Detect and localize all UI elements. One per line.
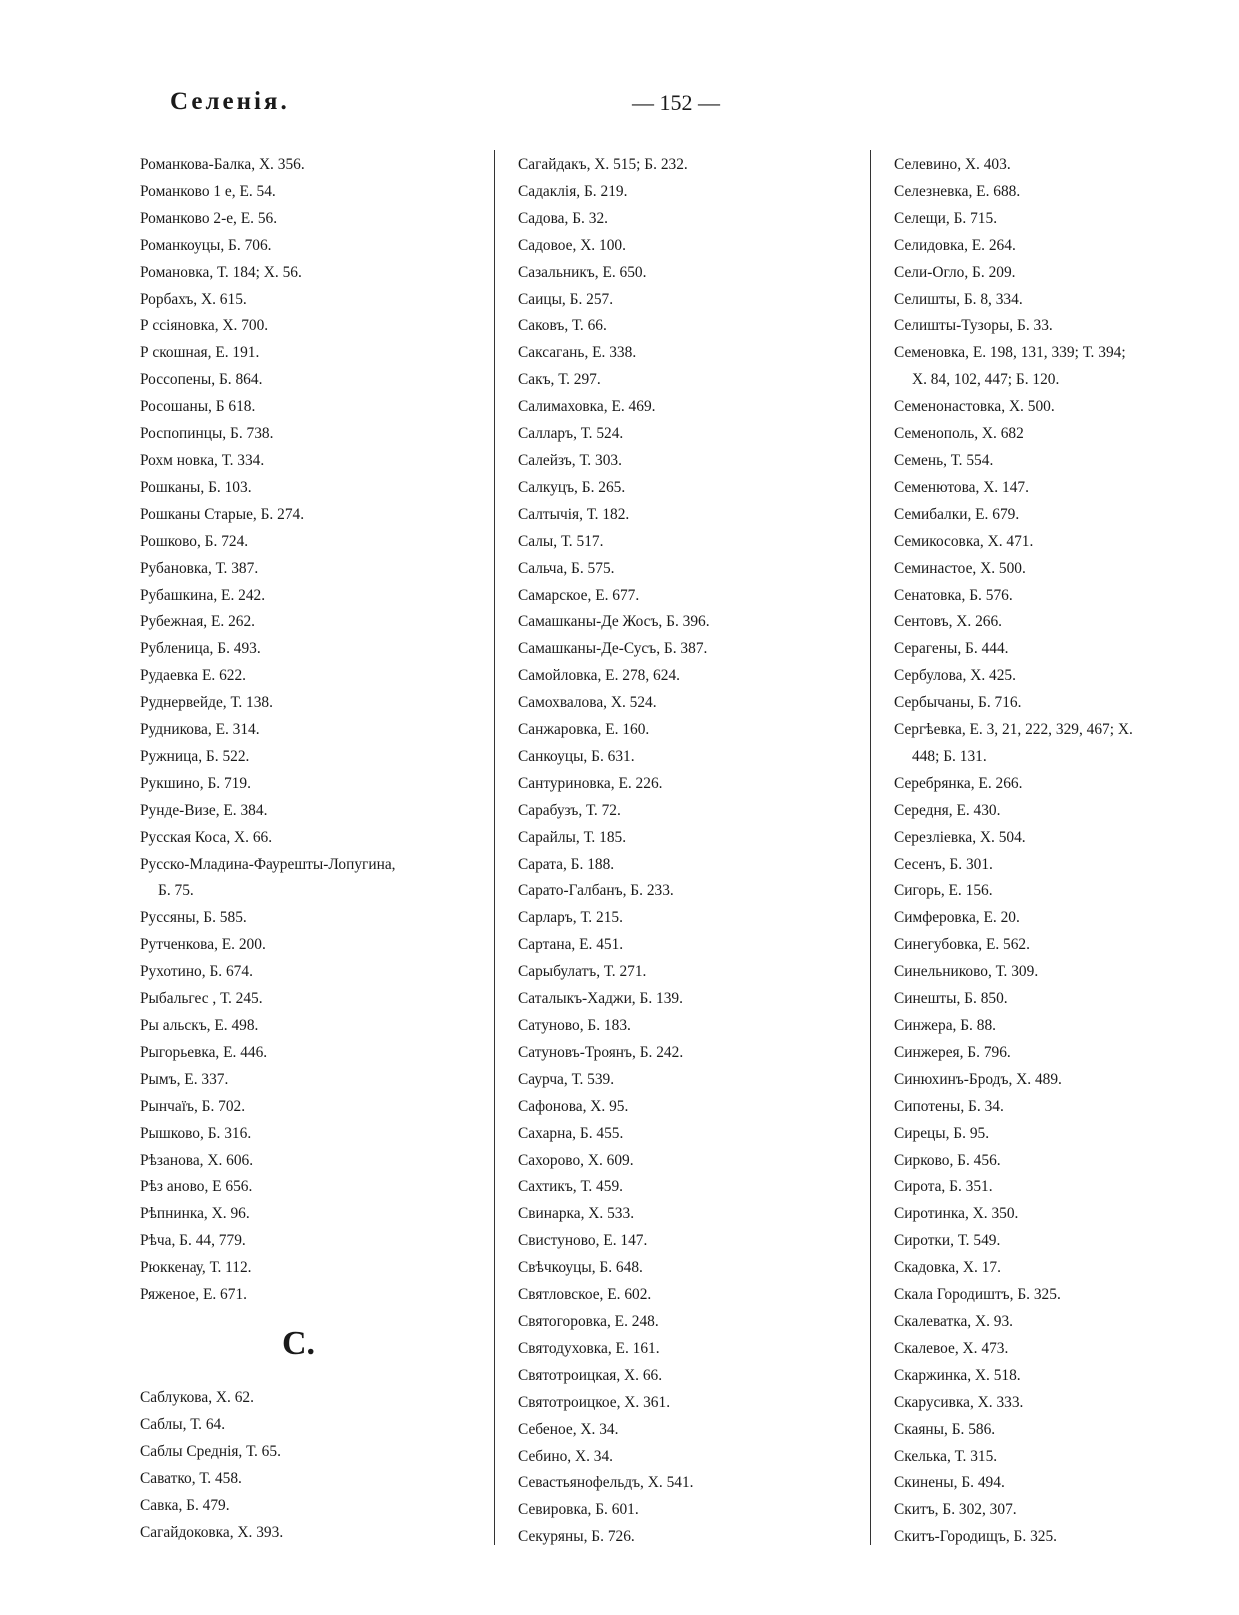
- list-item: Рухотино, Б. 674.: [140, 963, 253, 981]
- list-item: Санкоуцы, Б. 631.: [518, 747, 635, 765]
- list-item: Романкоуцы, Б. 706.: [140, 236, 272, 254]
- list-item: Селишты, Б. 8, 334.: [894, 290, 1023, 308]
- list-item: Скаяны, Б. 586.: [894, 1420, 996, 1438]
- list-item: Саксагань, Е. 338.: [518, 344, 637, 362]
- list-item: Сагайдакъ, Х. 515; Б. 232.: [518, 156, 688, 173]
- list-item: Синегубовка, Е. 562.: [894, 936, 1030, 954]
- list-item: Семибалки, Е. 679.: [894, 505, 1020, 523]
- list-item: Рошканы Старые, Б. 274.: [140, 505, 305, 523]
- list-item: Святловское, Е. 602.: [518, 1286, 652, 1304]
- list-item: Сербычаны, Б. 716.: [894, 694, 1022, 712]
- entry-list-r: [140, 152, 480, 1309]
- list-item: Скитъ, Б. 302, 307.: [894, 1501, 1017, 1519]
- list-item: Симферовка, Е. 20.: [894, 909, 1020, 927]
- list-item: Селидовка, Е. 264.: [894, 236, 1016, 254]
- list-item: Саталыкъ-Хаджи, Б. 139.: [518, 990, 683, 1008]
- list-item: Синешты, Б. 850.: [894, 990, 1008, 1008]
- list-item: Рубашкина, Е. 242.: [140, 586, 266, 604]
- list-item: Синельниково, Т. 309.: [894, 963, 1039, 981]
- list-item: 448; Б. 131.: [912, 747, 987, 765]
- list-item: Руссяны, Б. 585.: [140, 909, 247, 927]
- list-item: Сальча, Б. 575.: [518, 559, 615, 577]
- list-item: Самойловка, Е. 278, 624.: [518, 667, 680, 685]
- list-item: Рышково, Б. 316.: [140, 1124, 252, 1142]
- list-item: Сагайдоковка, Х. 393.: [140, 1523, 284, 1541]
- list-item: Б. 75.: [158, 882, 194, 900]
- list-item: Семень, Т. 554.: [894, 451, 994, 469]
- list-item: Семенополь, Х. 682: [894, 425, 1024, 443]
- list-item: Семенютова, Х. 147.: [894, 478, 1029, 496]
- list-item: Саблы, Т. 64.: [140, 1415, 226, 1433]
- list-item: Сахорово, Х. 609.: [518, 1151, 634, 1169]
- list-item: Сарато-Галбанъ, Б. 233.: [518, 882, 674, 900]
- list-item: Серебрянка, Е. 266.: [894, 774, 1023, 792]
- list-item: Сарайлы, Т. 185.: [518, 828, 627, 846]
- list-item: Серагены, Б. 444.: [894, 640, 1009, 658]
- section-letter: С.: [282, 1324, 316, 1362]
- list-item: Святотроицкое, Х. 361.: [518, 1393, 671, 1411]
- list-item: Скалевое, Х. 473.: [894, 1339, 1009, 1357]
- list-item: Саицы, Б. 257.: [518, 290, 614, 308]
- column-3: [894, 152, 1214, 1551]
- list-item: Севировка, Б. 601.: [518, 1501, 639, 1519]
- list-item: Селевино, Х. 403.: [894, 156, 1011, 173]
- list-item: Сакъ, Т. 297.: [518, 371, 601, 389]
- list-item: Свистуново, Е. 147.: [518, 1232, 648, 1250]
- list-item: Рудаевка Е. 622.: [140, 667, 246, 685]
- list-item: Сиротки, Т. 549.: [894, 1232, 1001, 1250]
- list-item: Святодуховка, Е. 161.: [518, 1339, 660, 1357]
- list-item: Рѣпнинка, Х. 96.: [140, 1205, 250, 1223]
- column-divider: [870, 150, 871, 1545]
- list-item: Семеновка, Е. 198, 131, 339; Т. 394;: [894, 344, 1126, 362]
- list-item: Роспопинцы, Б. 738.: [140, 425, 274, 443]
- list-item: Сирота, Б. 351.: [894, 1178, 993, 1196]
- list-item: Романково 1 е, Е. 54.: [140, 182, 276, 200]
- list-item: Рѣзанова, Х. 606.: [140, 1151, 254, 1169]
- list-item: Самохвалова, Х. 524.: [518, 694, 657, 712]
- list-item: Р скошная, Е. 191.: [140, 344, 260, 362]
- list-item: Санжаровка, Е. 160.: [518, 721, 650, 739]
- list-item: Сирково, Б. 456.: [894, 1151, 1001, 1169]
- list-item: Салкуцъ, Б. 265.: [518, 478, 626, 496]
- list-item: Русская Коса, Х. 66.: [140, 828, 273, 846]
- list-item: Романовка, Т. 184; Х. 56.: [140, 263, 302, 281]
- list-item: Скелька, Т. 315.: [894, 1447, 998, 1465]
- list-item: Ры альскъ, Е. 498.: [140, 1017, 259, 1034]
- list-item: Свинарка, Х. 533.: [518, 1205, 635, 1223]
- column-2: [518, 152, 868, 1551]
- list-item: Рѣча, Б. 44, 779.: [140, 1232, 246, 1250]
- list-item: Рошканы, Б. 103.: [140, 478, 252, 496]
- list-item: Салтычія, Т. 182.: [518, 505, 630, 523]
- list-item: Сатуново, Б. 183.: [518, 1017, 631, 1034]
- list-item: Самашканы-Де Жосъ, Б. 396.: [518, 613, 710, 631]
- list-item: Сарыбулатъ, Т. 271.: [518, 963, 647, 981]
- column-divider: [494, 150, 495, 1545]
- list-item: Сарата, Б. 188.: [518, 855, 615, 873]
- entry-list: [894, 152, 1214, 1551]
- list-item: Святотроицкая, Х. 66.: [518, 1366, 663, 1384]
- list-item: Сантуриновка, Е. 226.: [518, 774, 663, 792]
- list-item: Себеное, Х. 34.: [518, 1420, 619, 1438]
- list-item: Семикосовка, Х. 471.: [894, 532, 1034, 550]
- list-item: Скинены, Б. 494.: [894, 1474, 1005, 1492]
- list-item: Селещи, Б. 715.: [894, 209, 998, 227]
- list-item: Сесенъ, Б. 301.: [894, 855, 993, 873]
- list-item: Скадовка, Х. 17.: [894, 1259, 1001, 1277]
- list-item: Ряженое, Е. 671.: [140, 1286, 247, 1304]
- list-item: Скарусивка, Х. 333.: [894, 1393, 1024, 1411]
- page-number: — 152 —: [632, 90, 720, 115]
- list-item: Рубленица, Б. 493.: [140, 640, 261, 658]
- list-item: Сарларъ, Т. 215.: [518, 909, 623, 927]
- list-item: Сафонова, Х. 95.: [518, 1097, 629, 1115]
- list-item: Савка, Б. 479.: [140, 1496, 230, 1514]
- list-item: Рынчаїъ, Б. 702.: [140, 1097, 246, 1115]
- list-item: Самашканы-Де-Сусъ, Б. 387.: [518, 640, 708, 658]
- list-item: Сенатовка, Б. 576.: [894, 586, 1013, 604]
- list-item: Свѣчкоуцы, Б. 648.: [518, 1259, 643, 1277]
- list-item: Рукшино, Б. 719.: [140, 774, 251, 792]
- list-item: Севастьянофельдъ, Х. 541.: [518, 1474, 694, 1492]
- list-item: Русско-Младина-Фаурешты-Лопугина,: [140, 855, 396, 873]
- list-item: Сазальникъ, Е. 650.: [518, 263, 647, 281]
- list-item: Рымъ, Е. 337.: [140, 1070, 229, 1088]
- list-item: Сергѣевка, Е. 3, 21, 222, 329, 467; Х.: [894, 721, 1133, 739]
- list-item: Сербулова, Х. 425.: [894, 667, 1016, 685]
- list-item: Саватко, Т. 458.: [140, 1469, 242, 1487]
- list-item: Рунде-Визе, Е. 384.: [140, 801, 268, 819]
- entry-list: [518, 152, 868, 1551]
- list-item: Сартана, Е. 451.: [518, 936, 624, 954]
- list-item: Россопены, Б. 864.: [140, 371, 263, 389]
- list-item: Х. 84, 102, 447; Б. 120.: [912, 371, 1060, 389]
- list-item: Скалеватка, Х. 93.: [894, 1312, 1014, 1330]
- list-item: Рорбахъ, Х. 615.: [140, 290, 247, 308]
- list-item: Рюккенау, Т. 112.: [140, 1259, 252, 1277]
- list-item: Салейзъ, Т. 303.: [518, 451, 622, 469]
- list-item: Сарабузъ, Т. 72.: [518, 801, 621, 819]
- list-item: Секуряны, Б. 726.: [518, 1528, 635, 1546]
- list-item: Середня, Е. 430.: [894, 801, 1001, 819]
- list-item: Саблукова, Х. 62.: [140, 1388, 254, 1406]
- list-item: Сирецы, Б. 95.: [894, 1124, 990, 1142]
- list-item: Скитъ-Городищъ, Б. 325.: [894, 1528, 1058, 1546]
- list-item: Рудникова, Е. 314.: [140, 721, 260, 739]
- entry-list-s: [140, 1385, 480, 1546]
- list-item: Рыбальгес , Т. 245.: [140, 990, 263, 1008]
- list-item: Романкова-Балка, Х. 356.: [140, 156, 305, 173]
- list-item: Самарское, Е. 677.: [518, 586, 640, 604]
- list-item: Рубановка, Т. 387.: [140, 559, 259, 577]
- list-item: Садова, Б. 32.: [518, 209, 608, 227]
- list-item: Рутченкова, Е. 200.: [140, 936, 266, 954]
- list-item: Синжера, Б. 88.: [894, 1017, 996, 1034]
- list-item: Себино, Х. 34.: [518, 1447, 614, 1465]
- list-item: Рѣз аново, Е 656.: [140, 1178, 253, 1196]
- column-1: [140, 152, 480, 1546]
- list-item: Рубежная, Е. 262.: [140, 613, 256, 631]
- list-item: Рохм новка, Т. 334.: [140, 451, 265, 469]
- list-item: Садаклія, Б. 219.: [518, 182, 628, 200]
- list-item: Скаржинка, Х. 518.: [894, 1366, 1021, 1384]
- list-item: Семенонастовка, Х. 500.: [894, 398, 1055, 416]
- list-item: Сигорь, Е. 156.: [894, 882, 993, 900]
- list-item: Росошаны, Б 618.: [140, 398, 256, 416]
- page-title: Селенія.: [170, 88, 290, 115]
- list-item: Садовое, Х. 100.: [518, 236, 626, 254]
- list-item: Святогоровка, Е. 248.: [518, 1312, 659, 1330]
- list-item: Салларъ, Т. 524.: [518, 425, 624, 443]
- list-item: Синюхинъ-Бродъ, Х. 489.: [894, 1070, 1062, 1088]
- list-item: Синжерея, Б. 796.: [894, 1043, 1011, 1061]
- list-item: Селишты-Тузоры, Б. 33.: [894, 317, 1053, 335]
- list-item: Салимаховка, Е. 469.: [518, 398, 656, 416]
- list-item: Салы, Т. 517.: [518, 532, 604, 550]
- list-item: Саурча, Т. 539.: [518, 1070, 615, 1088]
- list-item: Саковъ, Т. 66.: [518, 317, 607, 335]
- list-item: Саблы Среднія, Т. 65.: [140, 1442, 281, 1460]
- list-item: Сахтикъ, Т. 459.: [518, 1178, 623, 1196]
- list-item: Семинастое, Х. 500.: [894, 559, 1026, 577]
- list-item: Р ссіяновка, Х. 700.: [140, 317, 269, 335]
- list-item: Селезневка, Е. 688.: [894, 182, 1021, 200]
- list-item: Романково 2-е, Е. 56.: [140, 209, 278, 227]
- list-item: Сиротинка, Х. 350.: [894, 1205, 1019, 1223]
- list-item: Ружница, Б. 522.: [140, 747, 250, 765]
- list-item: Рошково, Б. 724.: [140, 532, 249, 550]
- list-item: Рыгорьевка, Е. 446.: [140, 1043, 268, 1061]
- list-item: Сипотены, Б. 34.: [894, 1097, 1004, 1115]
- list-item: Серезліевка, Х. 504.: [894, 828, 1026, 846]
- list-item: Сатуновъ-Троянъ, Б. 242.: [518, 1043, 684, 1061]
- list-item: Сентовъ, Х. 266.: [894, 613, 1003, 631]
- list-item: Скала Городиштъ, Б. 325.: [894, 1286, 1061, 1304]
- list-item: Руднервейде, Т. 138.: [140, 694, 273, 712]
- list-item: Сели-Огло, Б. 209.: [894, 263, 1016, 281]
- list-item: Сахарна, Б. 455.: [518, 1124, 624, 1142]
